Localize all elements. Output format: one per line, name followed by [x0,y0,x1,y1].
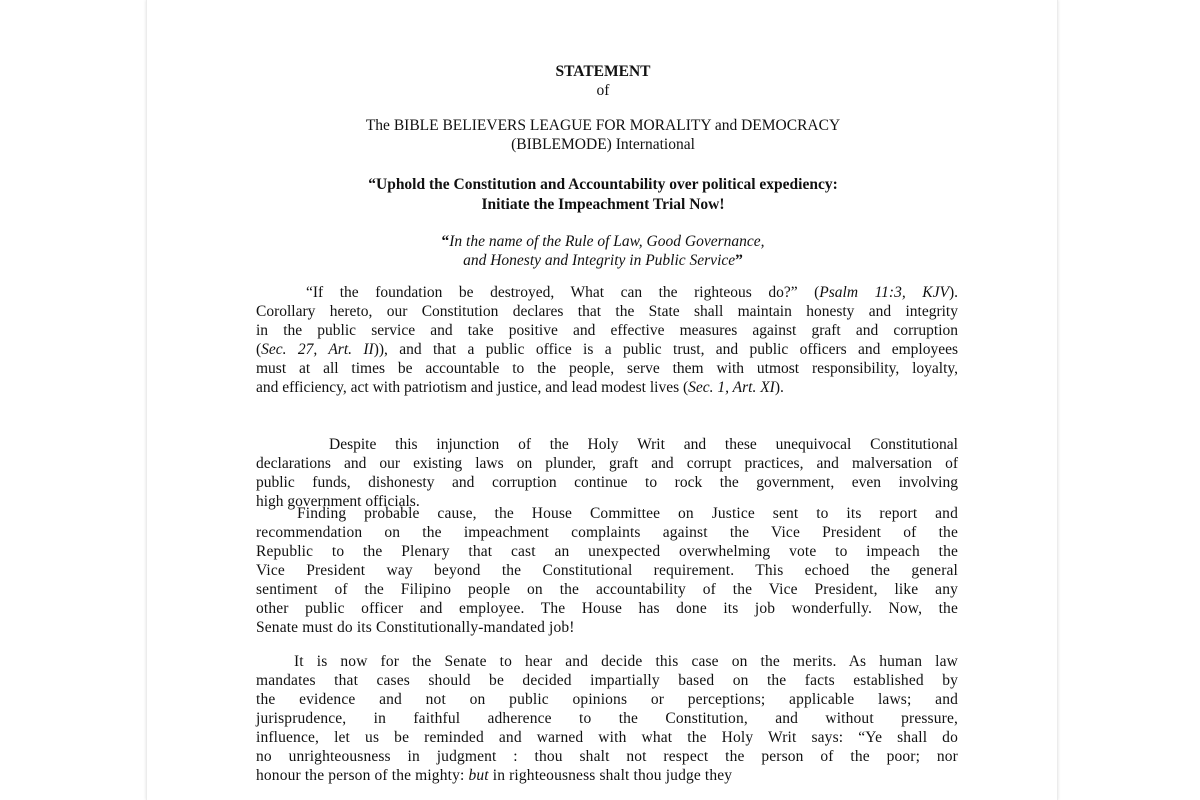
subtitle-open-quote: “ [441,233,450,250]
paragraph-line: the evidence and not on public opinions or perceptions; applicable laws; and [256,691,958,708]
paragraph-line [256,378,958,397]
text-run: ( [256,341,262,358]
organization-name [147,116,1058,154]
paragraph-line: influence, let us be reminded and warned with what the Holy Writ says: “Ye shall do [256,729,958,746]
paragraph-line: recommendation on the impeachment complaints against the Vice President of the [256,524,958,541]
paragraph-line [256,283,958,302]
subtitle-close-quote: ” [735,252,743,269]
paragraph-line: Finding probable cause, the House Committee on Justice sent to its report and [297,505,958,522]
paragraph-line: high government officials. [256,493,420,510]
paragraph-2 [256,435,958,511]
paragraph-line: jurisprudence, in faithful adherence to the Constitution, and without pressure, [256,710,958,727]
paragraph-line: declarations and our existing laws on plunder, graft and corrupt practices, and malversation of [256,455,958,472]
headline-line-1: “Uphold the Constitution and Accountability over political expediency: [368,176,838,193]
paragraph-line: in the public service and take positive and effective measures against graft and corruption [256,322,958,339]
statement-title: STATEMENT [555,63,651,80]
paragraph-line [256,340,958,359]
subtitle-line-2 [147,251,1058,270]
paragraph-line: Corollary hereto, our Constitution declares that the State shall maintain honesty and integrity [256,303,958,320]
text-run: )), and that a public office is a public trust, and public officers and employees [373,341,959,358]
document-page [146,0,1058,800]
subtitle-line-2-text: and Honesty and Integrity in Public Service [463,252,736,269]
emphasis: but [468,767,489,784]
paragraph-line: other public officer and employee. The House has done its job wonderfully. Now, the [256,600,958,617]
text-run: ). [774,379,784,396]
text-run: “If the foundation be destroyed, What can the righteous do?” ( [306,284,820,301]
paragraph-line: Republic to the Plenary that cast an unexpected overwhelming vote to impeach the [256,543,958,560]
headline [147,175,1058,214]
text-run: honour the person of the mighty: [256,767,469,784]
headline-line-2: Initiate the Impeachment Trial Now! [481,195,725,213]
paragraph-line: mandates that cases should be decided impartially based on the facts established by [256,672,958,689]
paragraph-line: no unrighteousness in judgment : thou shalt not respect the person of the poor; nor [256,748,958,765]
paragraph-line: Despite this injunction of the Holy Writ and these unequivocal Constitutional [329,436,958,453]
paragraph-line: sentiment of the Filipino people on the accountability of the Vice President, like any [256,581,958,598]
paragraph-line: public funds, dishonesty and corruption continue to rock the government, even involving [256,474,958,491]
paragraph-line: must at all times be accountable to the people, serve them with utmost responsibility, loyalty, [256,360,958,377]
organization-line-2: (BIBLEMODE) International [511,136,695,153]
subtitle-line-1-text: In the name of the Rule of Law, Good Governance, [449,233,765,250]
paragraph-1 [256,283,958,397]
subtitle-line-1 [147,232,1058,251]
paragraph-line: Senate must do its Constitutionally-mandated job! [256,619,575,636]
text-run: and efficiency, act with patriotism and justice, and lead modest lives ( [256,379,689,396]
citation: Sec. 1, Art. XI [688,379,775,396]
subtitle [147,232,1058,270]
citation: Psalm 11:3, KJV [819,284,949,301]
paragraph-3 [256,504,958,637]
text-run: ). [948,284,958,301]
organization-line-1: The BIBLE BELIEVERS LEAGUE FOR MORALITY and DEMOCRACY [365,117,841,134]
paragraph-line [256,766,958,785]
text-run: in righteousness shalt thou judge they [488,767,733,784]
citation: Sec. 27, Art. II [261,341,374,358]
paragraph-4 [256,652,958,785]
paragraph-line: Vice President way beyond the Constitutional requirement. This echoed the general [256,562,958,579]
statement-of: of [596,82,610,99]
paragraph-line: It is now for the Senate to hear and decide this case on the merits. As human law [294,653,958,670]
